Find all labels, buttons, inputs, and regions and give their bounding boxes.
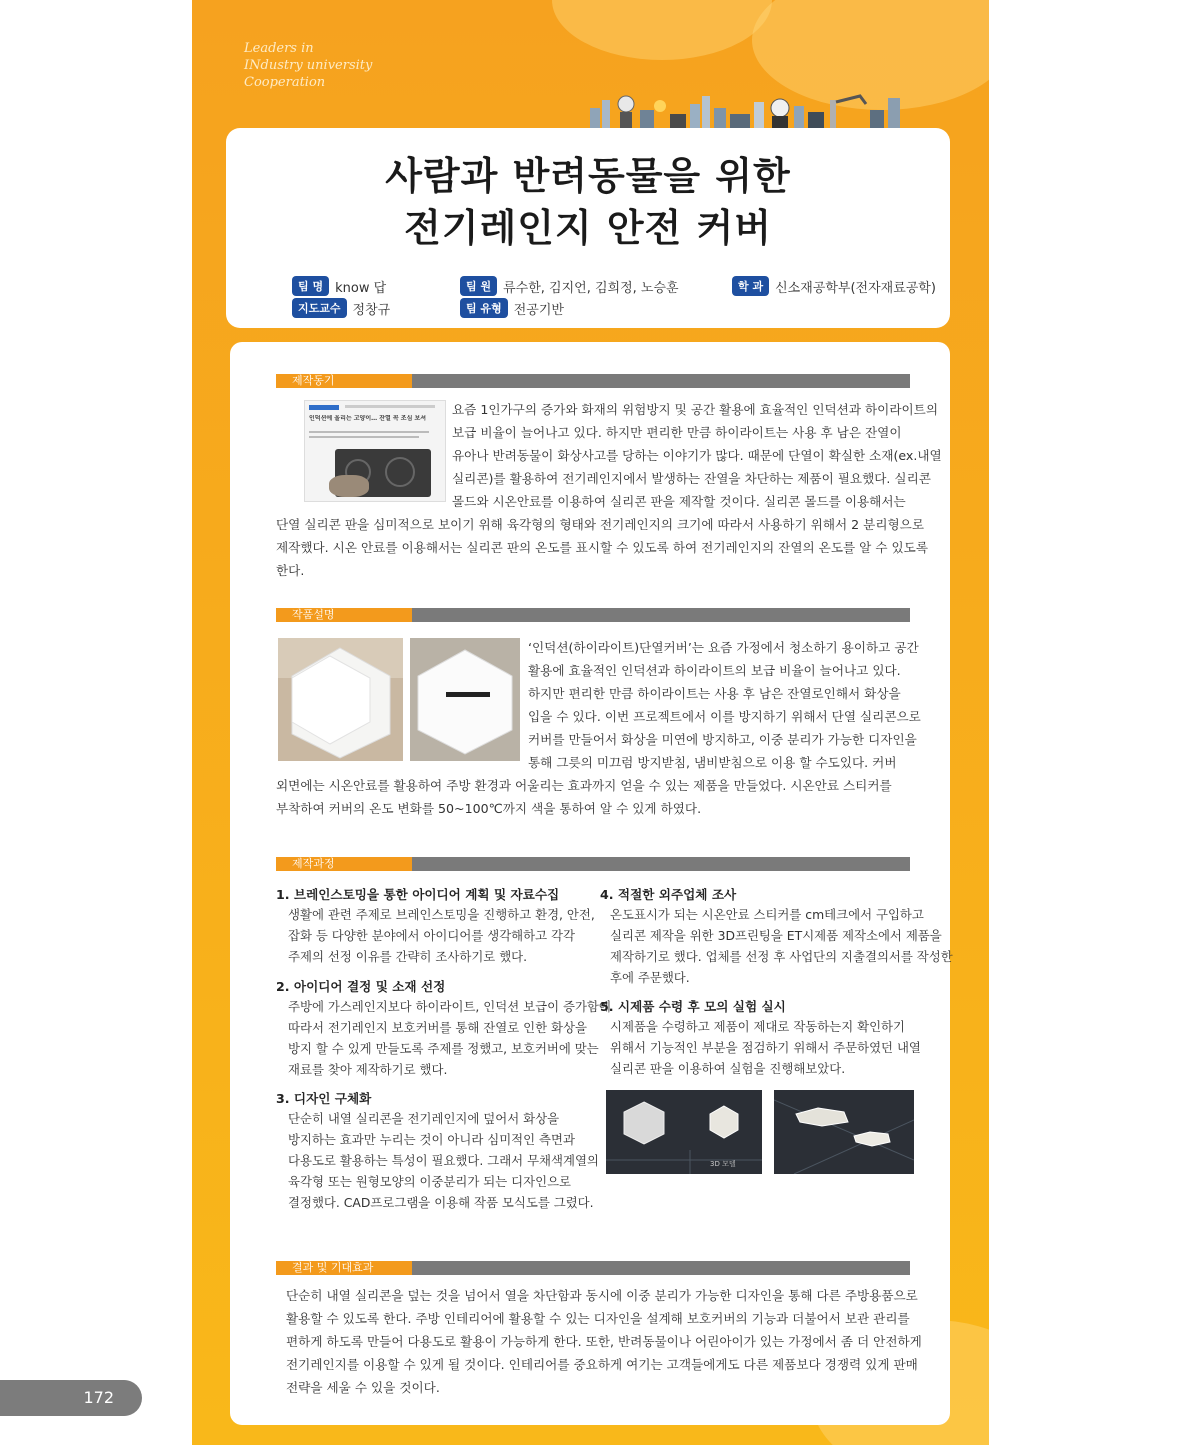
brand-text bbox=[244, 40, 372, 91]
product-photo-sticker bbox=[410, 638, 520, 761]
members-label: 팀 원 bbox=[460, 276, 497, 296]
text-line: 방지하는 효과만 누리는 것이 아니라 심미적인 측면과 bbox=[288, 1132, 575, 1147]
step-title: 4. 적절한 외주업체 조사 bbox=[600, 887, 737, 902]
text-line: 제작했다. 시온 안료를 이용해서는 실리콘 판의 온도를 표시할 수 있도록 하여 전기레인지의 잔열의 온도를 알 수 있도록 bbox=[276, 540, 929, 555]
text-line: 단순히 내열 실리콘을 덮는 것을 넘어서 열을 차단함과 동시에 이중 분리가 가능한 디자인을 통해 다른 주방용품으로 bbox=[286, 1288, 918, 1303]
meta-team bbox=[292, 276, 386, 296]
text-line: 입을 수 있다. 이번 프로젝트에서 이를 방지하기 위해서 단열 실리콘으로 bbox=[528, 709, 921, 724]
text-line: 육각형 또는 원형모양의 이중분리가 되는 디자인으로 bbox=[288, 1174, 572, 1189]
text-line: 한다. bbox=[276, 563, 305, 578]
brand-line: Leaders in bbox=[244, 41, 314, 56]
step-text bbox=[288, 1108, 599, 1213]
text-line: 부착하여 커버의 온도 변화를 50~100℃까지 색을 통하여 알 수 있게 하였다. bbox=[276, 801, 702, 816]
section-bar-process bbox=[276, 857, 910, 871]
news-article-thumbnail bbox=[304, 400, 446, 502]
text-line: 주방에 가스레인지보다 하이라이트, 인덕션 보급이 증가함에 bbox=[288, 999, 611, 1014]
hexagon-cover-icon bbox=[278, 638, 403, 761]
text-line: 통해 그릇의 미끄럼 방지받침, 냄비받침으로 이용 할 수도있다. 커버 bbox=[528, 755, 897, 770]
meta-advisor bbox=[292, 298, 390, 318]
cad-hexagon-icon bbox=[606, 1090, 762, 1174]
text-line: 방지 할 수 있게 만들도록 주제를 정했고, 보호커버에 맞는 bbox=[288, 1041, 599, 1056]
advisor-value: 정창규 bbox=[352, 302, 391, 318]
type-label: 팀 유형 bbox=[460, 298, 508, 318]
title-card bbox=[226, 128, 950, 328]
text-line: 따라서 전기레인지 보호커버를 통해 잔열로 인한 화상을 bbox=[288, 1020, 587, 1035]
text-line: 유아나 반려동물이 화상사고를 당하는 이야기가 많다. 때문에 단열이 확실한 소재(ex.내열 bbox=[452, 448, 942, 463]
team-label: 팀 명 bbox=[292, 276, 329, 296]
text-line: 재료를 찾아 제작하기로 했다. bbox=[288, 1062, 448, 1077]
thumbnail-headline: 인덕션에 올리는 고양이… 잔열 꼭 조심 보셔 bbox=[309, 415, 427, 422]
brand-line: INdustry university bbox=[244, 58, 373, 73]
members-value: 류수한, 김지언, 김희정, 노승훈 bbox=[503, 280, 679, 296]
result-text bbox=[286, 1284, 922, 1399]
step-text bbox=[288, 996, 611, 1080]
motive-text bbox=[452, 398, 942, 513]
step-title: 2. 아이디어 결정 및 소재 선정 bbox=[276, 979, 446, 994]
cad-hexagon-icon bbox=[774, 1090, 914, 1174]
text-line: 단열 실리콘 판을 심미적으로 보이기 위해 육각형의 형태와 전기레인지의 크기에 따라서 사용하기 위해서 2 분리형으로 bbox=[276, 517, 925, 532]
text-line: 요즘 1인가구의 증가와 화재의 위험방지 및 공간 활용에 효율적인 인덕션과 하이라이트의 bbox=[452, 402, 939, 417]
text-line: ‘인덕션(하이라이트)단열커버’는 요즘 가정에서 청소하기 용이하고 공간 bbox=[528, 640, 919, 655]
cad-drawing-perspective bbox=[774, 1090, 914, 1174]
advisor-label: 지도교수 bbox=[292, 298, 347, 318]
motive-text-full bbox=[276, 513, 929, 582]
meta-members bbox=[460, 276, 679, 296]
hexagon-cover-icon bbox=[410, 638, 520, 761]
text-line: 온도표시가 되는 시온안료 스티커를 cm테크에서 구입하고 bbox=[610, 907, 924, 922]
page-title bbox=[226, 150, 950, 254]
text-line: 커버를 만들어서 화상을 미연에 방지하고, 이중 분리가 가능한 디자인을 bbox=[528, 732, 917, 747]
text-line: 전기레인지를 이용할 수 있게 될 것이다. 인테리어를 중요하게 여기는 고객들에게도 다른 제품보다 경쟁력 있게 판매 bbox=[286, 1357, 918, 1372]
section-heading: 제작동기 bbox=[276, 374, 412, 388]
section-bar-description bbox=[276, 608, 910, 622]
section-heading: 결과 및 기대효과 bbox=[276, 1261, 412, 1275]
meta-type bbox=[460, 298, 564, 318]
text-line: 보급 비율이 늘어나고 있다. 하지만 편리한 만큼 하이라이트는 사용 후 남은 잔열이 bbox=[452, 425, 902, 440]
brand-line: Cooperation bbox=[244, 75, 326, 90]
section-bar-motive bbox=[276, 374, 910, 388]
text-line: 활용에 효율적인 인덕션과 하이라이트의 보급 비율이 늘어나고 있다. bbox=[528, 663, 901, 678]
step-text bbox=[610, 1016, 921, 1079]
description-text bbox=[528, 636, 921, 774]
cad-drawing-front bbox=[606, 1090, 762, 1174]
text-line: 전략을 세울 수 있을 것이다. bbox=[286, 1380, 440, 1395]
text-line: 단순히 내열 실리콘을 전기레인지에 덮어서 화상을 bbox=[288, 1111, 560, 1126]
step-text bbox=[610, 904, 953, 988]
section-heading: 작품설명 bbox=[276, 608, 412, 622]
text-line: 시제품을 수령하고 제품이 제대로 작동하는지 확인하기 bbox=[610, 1019, 905, 1034]
text-line: 다용도로 활용하는 특성이 필요했다. 그래서 무채색계열의 bbox=[288, 1153, 599, 1168]
text-line: 실리콘)를 활용하여 전기레인지에서 발생하는 잔열을 차단하는 제품이 필요했다. 실리콘 bbox=[452, 471, 931, 486]
text-line: 위해서 기능적인 부분을 점검하기 위해서 주문하였던 내열 bbox=[610, 1040, 921, 1055]
text-line: 외면에는 시온안료를 활용하여 주방 환경과 어울리는 효과까지 얻을 수 있는 제품을 만들었다. 시온안료 스티커를 bbox=[276, 778, 892, 793]
text-line: 활용할 수 있도록 한다. 주방 인테리어에 활용할 수 있는 디자인을 설계해 보호커버의 기능과 더불어서 보관 관리를 bbox=[286, 1311, 910, 1326]
city-skyline-icon bbox=[590, 90, 910, 130]
step-text bbox=[288, 904, 595, 967]
text-line: 결정했다. CAD프로그램을 이용해 작품 모식도를 그렸다. bbox=[288, 1195, 594, 1210]
section-bar-result bbox=[276, 1261, 910, 1275]
product-photo-stacked bbox=[278, 638, 403, 761]
cad-label: 3D 모델 bbox=[710, 1160, 736, 1168]
team-value: know 답 bbox=[335, 280, 387, 296]
dept-value: 신소재공학부(전자재료공학) bbox=[775, 280, 936, 296]
step-title: 1. 브레인스토밍을 통한 아이디어 계획 및 자료수집 bbox=[276, 887, 560, 902]
text-line: 몰드와 시온안료를 이용하여 실리콘 판을 제작할 것이다. 실리콘 몰드를 이용해서는 bbox=[452, 494, 906, 509]
dept-label: 학 과 bbox=[732, 276, 769, 296]
text-line: 주제의 선정 이유를 간략히 조사하기로 했다. bbox=[288, 949, 528, 964]
text-line: 제작하기로 했다. 업체를 선정 후 사업단의 지출결의서를 작성한 bbox=[610, 949, 953, 964]
title-line: 전기레인지 안전 커버 bbox=[404, 206, 772, 250]
text-line: 생활에 관련 주제로 브레인스토밍을 진행하고 환경, 안전, bbox=[288, 907, 595, 922]
text-line: 실리콘 제작을 위한 3D프린팅을 ET시제품 제작소에서 제품을 bbox=[610, 928, 942, 943]
cloud-decoration bbox=[552, 0, 772, 60]
title-line: 사람과 반려동물을 위한 bbox=[385, 154, 791, 198]
text-line: 하지만 편리한 만큼 하이라이트는 사용 후 남은 잔열로인해서 화상을 bbox=[528, 686, 901, 701]
text-line: 편하게 하도록 만들어 다용도로 활용이 가능하게 한다. 또한, 반려동물이나 어린아이가 있는 가정에서 좀 더 안전하게 bbox=[286, 1334, 922, 1349]
step-title: 5. 시제품 수령 후 모의 실험 실시 bbox=[600, 999, 786, 1014]
page-number: 172 bbox=[0, 1380, 142, 1416]
content-card bbox=[230, 342, 953, 1425]
text-line: 잡화 등 다양한 분야에서 아이디어를 생각해하고 각각 bbox=[288, 928, 575, 943]
section-heading: 제작과정 bbox=[276, 857, 412, 871]
meta-dept bbox=[732, 276, 936, 296]
poster bbox=[192, 0, 989, 1445]
type-value: 전공기반 bbox=[513, 302, 564, 318]
text-line: 실리콘 판을 이용하여 실험을 진행해보았다. bbox=[610, 1061, 846, 1076]
step-title: 3. 디자인 구체화 bbox=[276, 1091, 372, 1106]
text-line: 후에 주문했다. bbox=[610, 970, 690, 985]
description-text-full bbox=[276, 774, 910, 820]
